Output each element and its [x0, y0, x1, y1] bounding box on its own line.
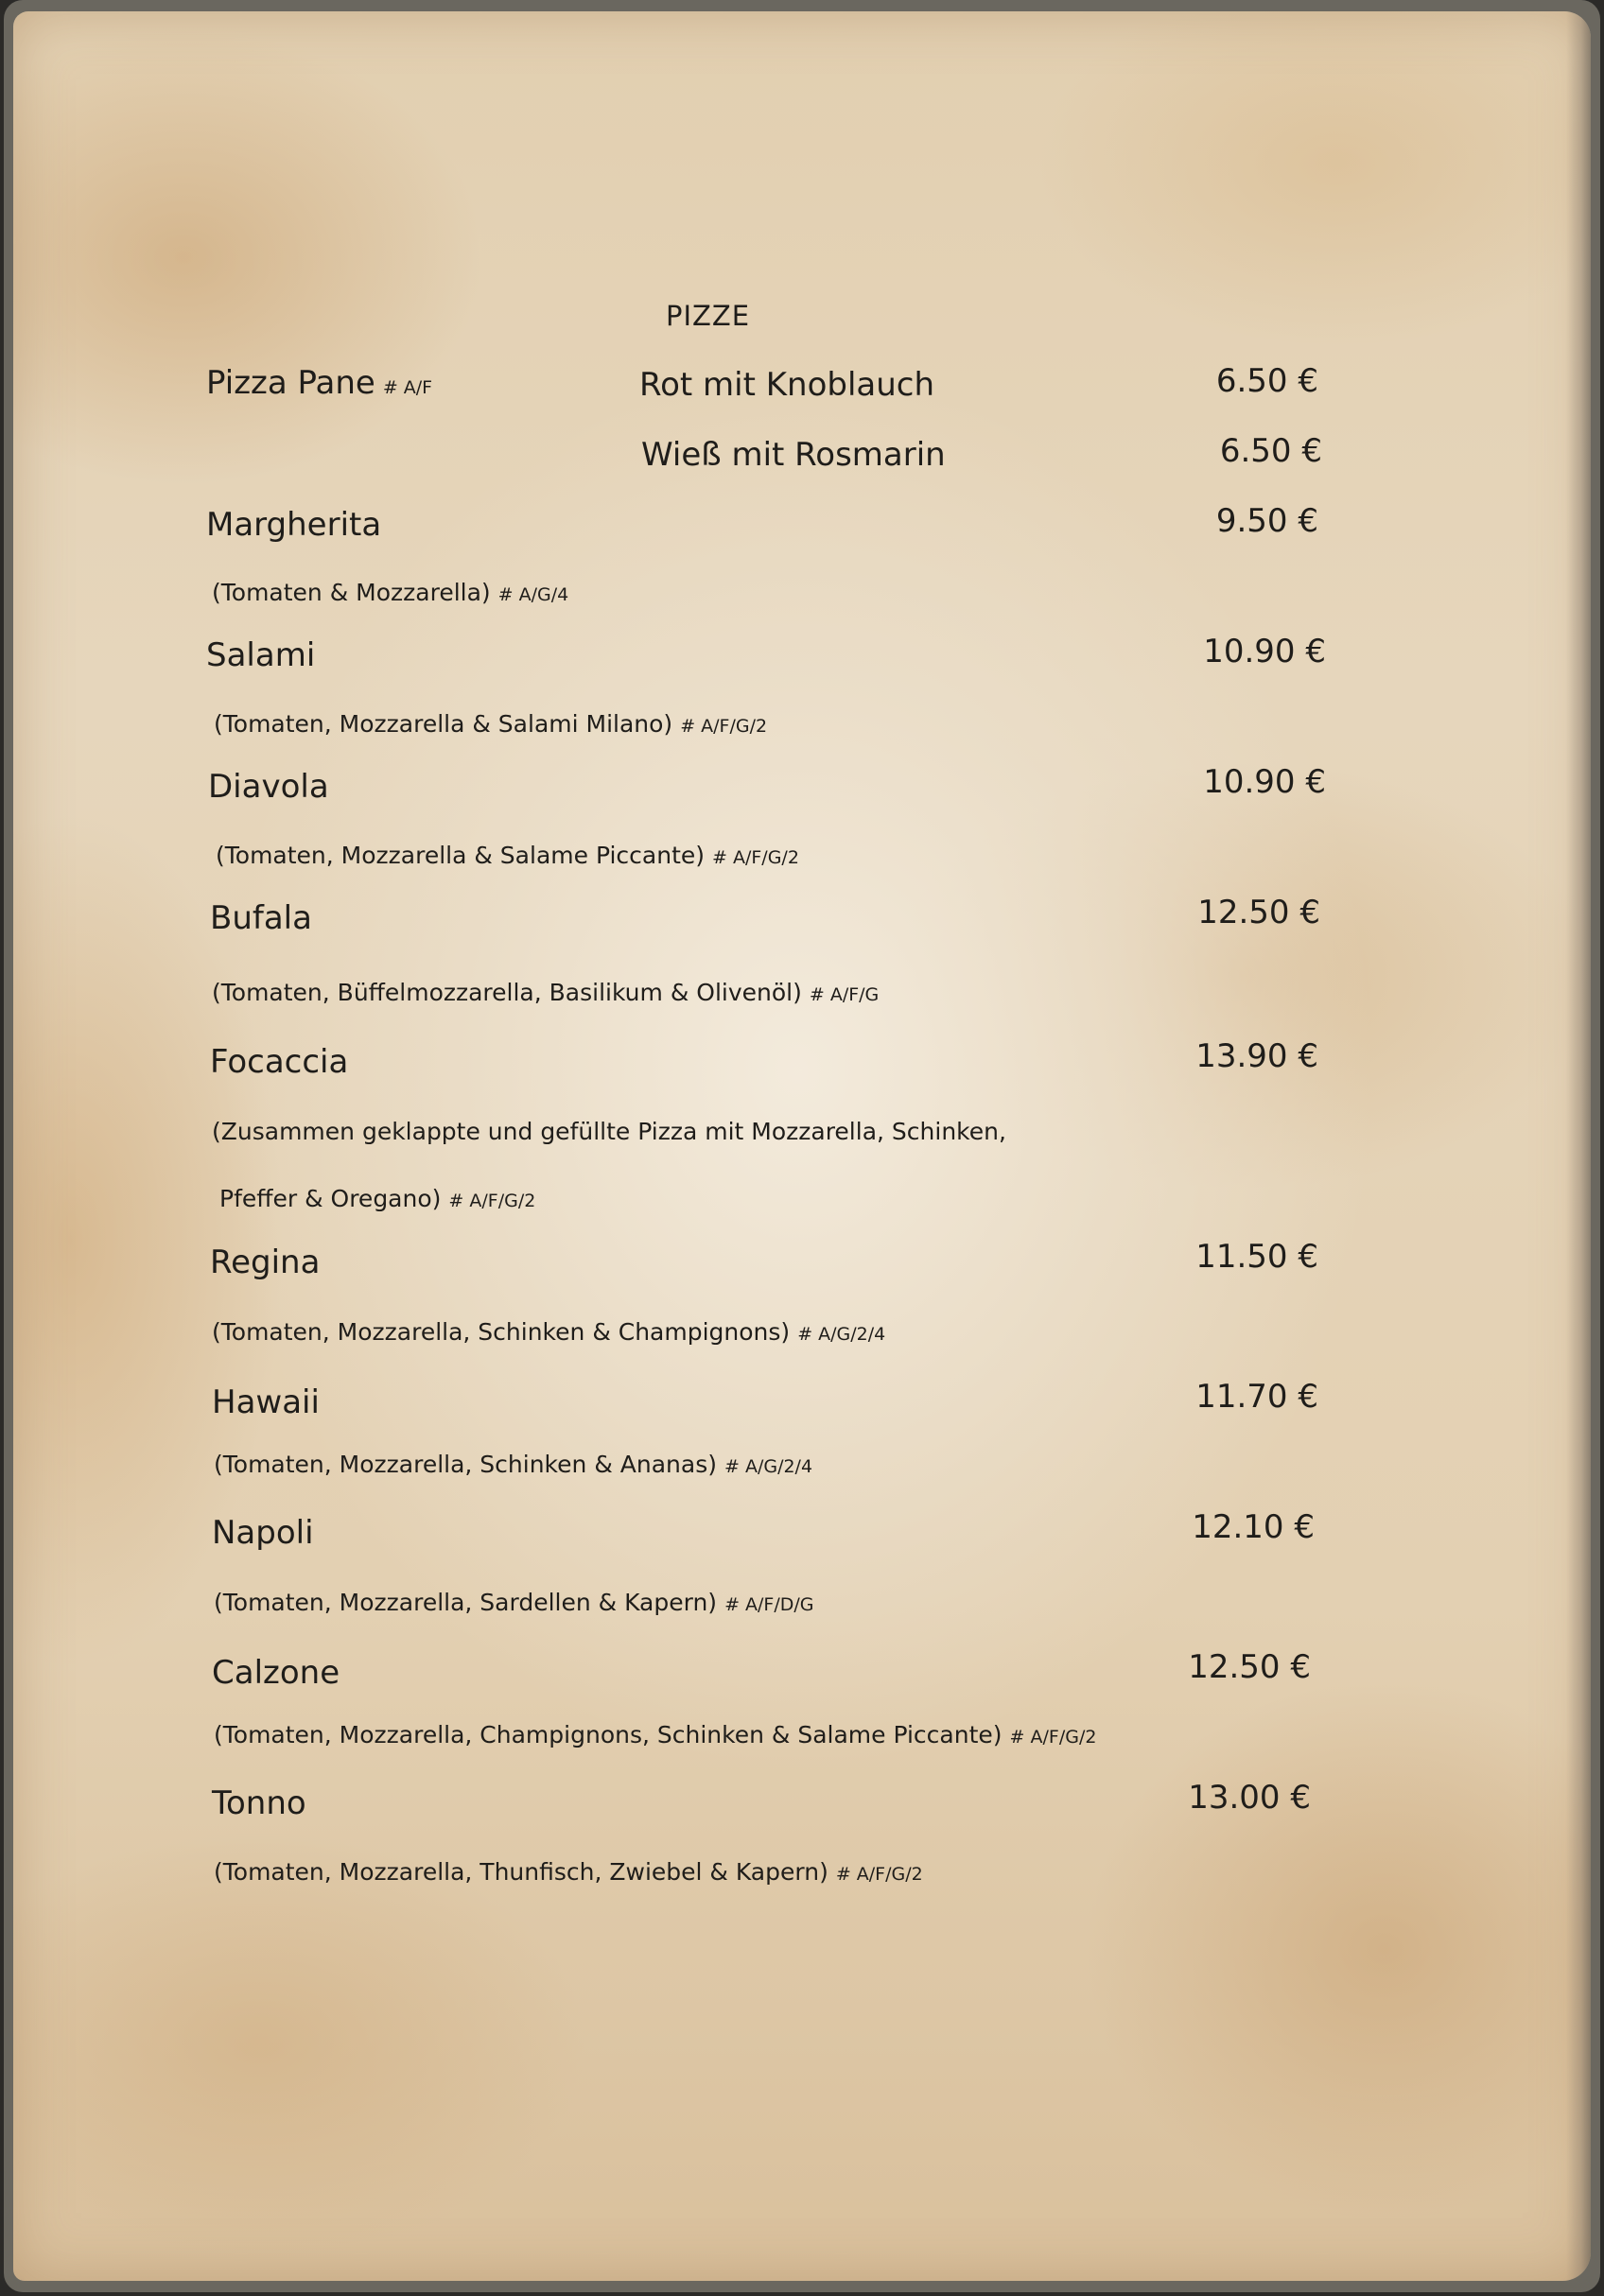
item-allergens: # A/F/G/2 — [712, 847, 799, 868]
item-description: (Tomaten, Mozzarella, Thunfisch, Zwiebel & Kapern) # A/F/G/2 — [214, 1858, 923, 1886]
item-allergens: # A/F/G/2 — [1009, 1727, 1097, 1748]
pizza-pane-variant-label: Rot mit Knoblauch — [639, 366, 935, 404]
menu-page — [13, 11, 1591, 2281]
item-allergens: # A/G/2/4 — [797, 1324, 886, 1345]
item-name: Focaccia — [210, 1043, 349, 1081]
item-price: 11.50 € — [1195, 1238, 1318, 1276]
item-name: Hawaii — [212, 1383, 320, 1421]
item-allergens: # A/G/2/4 — [724, 1456, 813, 1477]
item-description: (Tomaten & Mozzarella) # A/G/4 — [212, 579, 569, 606]
item-name: Salami — [206, 636, 316, 674]
item-price: 12.10 € — [1192, 1508, 1315, 1546]
item-allergens: # A/F/G/2 — [680, 716, 768, 737]
pizza-pane-variant-price: 6.50 € — [1215, 362, 1318, 400]
item-description: (Tomaten, Mozzarella, Schinken & Champignons) # A/G/2/4 — [212, 1318, 886, 1346]
item-allergens: # A/F/G — [809, 984, 880, 1005]
pizza-pane-variant-price: 6.50 € — [1219, 432, 1322, 470]
pizza-pane-variant-label: Wieß mit Rosmarin — [641, 436, 946, 474]
item-allergens: # A/F/G/2 — [835, 1864, 923, 1885]
item-name: Regina — [210, 1244, 321, 1281]
item-price: 13.90 € — [1195, 1037, 1318, 1075]
item-price: 13.00 € — [1188, 1779, 1311, 1817]
item-price: 12.50 € — [1197, 894, 1320, 931]
item-price: 10.90 € — [1203, 763, 1326, 801]
pizza-pane-name: Pizza Pane — [206, 364, 375, 402]
item-description: (Zusammen geklappte und gefüllte Pizza mit Mozzarella, Schinken, — [212, 1118, 1006, 1145]
item-name-pizza-pane — [206, 364, 433, 402]
item-price: 11.70 € — [1195, 1378, 1318, 1416]
item-allergens: # A/F/D/G — [724, 1594, 814, 1615]
item-description: (Tomaten, Mozzarella, Schinken & Ananas) # A/G/2/4 — [214, 1451, 813, 1478]
item-description: (Tomaten, Büffelmozzarella, Basilikum & Olivenöl) # A/F/G — [212, 979, 880, 1006]
item-name: Diavola — [208, 768, 329, 806]
item-price: 12.50 € — [1188, 1648, 1311, 1686]
item-name: Bufala — [210, 899, 312, 937]
item-price: 10.90 € — [1203, 633, 1326, 670]
item-description: (Tomaten, Mozzarella, Champignons, Schinken & Salame Piccante) # A/F/G/2 — [214, 1721, 1097, 1748]
item-allergens: # A/F/G/2 — [448, 1191, 536, 1211]
item-name: Tonno — [212, 1784, 306, 1822]
item-description: (Tomaten, Mozzarella, Sardellen & Kapern) # A/F/D/G — [214, 1589, 814, 1616]
item-description: (Tomaten, Mozzarella & Salame Piccante) # A/F/G/2 — [216, 842, 799, 869]
item-description-continued: Pfeffer & Oregano) # A/F/G/2 — [219, 1185, 536, 1212]
item-name: Napoli — [212, 1514, 314, 1552]
item-description: (Tomaten, Mozzarella & Salami Milano) # A/F/G/2 — [214, 710, 768, 738]
item-name: Margherita — [206, 506, 382, 544]
item-allergens: # A/G/4 — [497, 584, 569, 605]
menu-heading: PIZZE — [666, 300, 751, 332]
pizza-pane-allergens: # A/F — [382, 377, 433, 398]
item-name: Calzone — [212, 1654, 340, 1692]
item-price: 9.50 € — [1215, 502, 1318, 540]
